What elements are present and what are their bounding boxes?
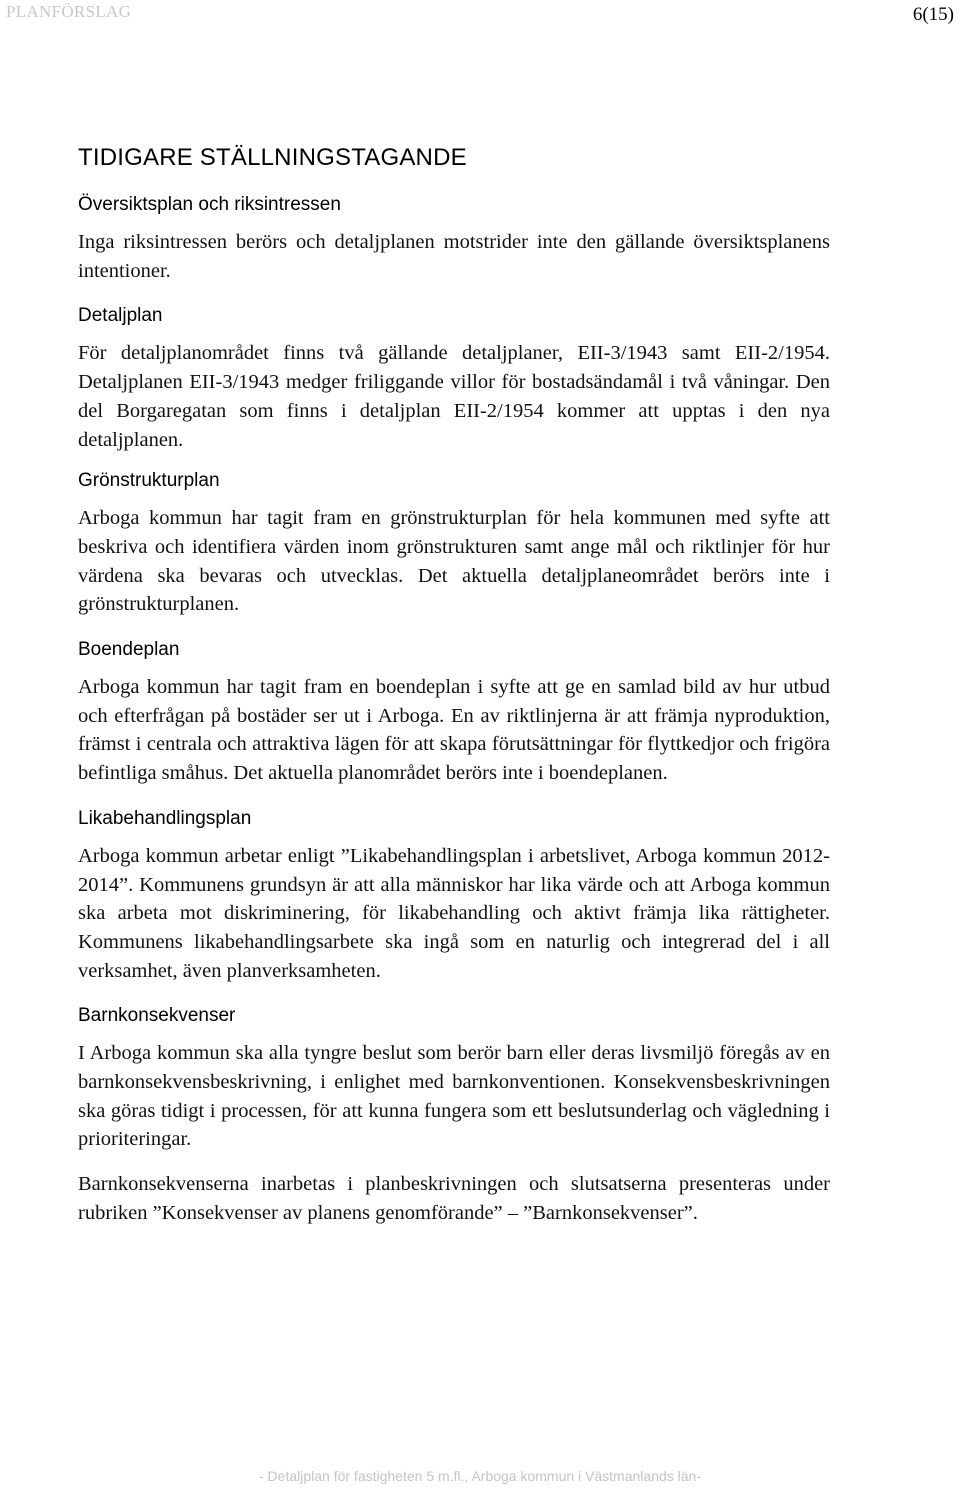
- section-oversiktsplan: [78, 194, 830, 285]
- section-detaljplan: [78, 305, 830, 454]
- page-title: TIDIGARE STÄLLNINGSTAGANDE: [78, 144, 467, 171]
- section-paragraph: Barnkonsekvenserna inarbetas i planbeskrivningen och slutsatserna presenteras under rubriken ”Konsekvenser av planens genomförande” – ”Barnkonsekvenser”.: [78, 1173, 830, 1224]
- section-barnkonsekvenser: [78, 1005, 830, 1227]
- section-heading: Barnkonsekvenser: [78, 1005, 236, 1027]
- section-paragraph: För detaljplanområdet finns två gällande detaljplaner, EII-3/1943 samt EII-2/1954. Detaljplanen EII-3/1943 medger friliggande villor för bostadsändamål i två våningar. Den del Borgaregatan som finns i detaljplan EII-2/1954 kommer att upptas i den nya detaljplanen.: [78, 342, 830, 451]
- section-paragraph: Arboga kommun har tagit fram en boendeplan i syfte att ge en samlad bild av hur utbud och efterfrågan på bostäder ser ut i Arboga. En av riktlinjerna är att främja nyproduktion, främst i centrala och attraktiva lägen för att skapa förutsättningar för flyttkedjor och frigöra befintliga småhus. Det aktuella planområdet berörs inte i boendeplanen.: [78, 676, 830, 785]
- main-content: [78, 144, 830, 1248]
- section-heading: Grönstrukturplan: [78, 470, 220, 492]
- section-likabehandlingsplan: [78, 808, 830, 986]
- section-heading: Boendeplan: [78, 639, 180, 661]
- section-heading: Översiktsplan och riksintressen: [78, 194, 341, 215]
- section-paragraph: Inga riksintressen berörs och detaljplanen motstrider inte den gällande översiktsplanens intentioner.: [78, 231, 830, 282]
- section-paragraph: Arboga kommun har tagit fram en grönstrukturplan för hela kommunen med syfte att beskriva och identifiera värden inom grönstrukturen samt ange mål och riktlinjer för hur värdena ska bevaras och utvecklas. Det aktuella detaljplaneområdet berörs inte i grönstrukturplanen.: [78, 507, 830, 616]
- section-paragraph: I Arboga kommun ska alla tyngre beslut som berör barn eller deras livsmiljö föregås av en barnkonsekvensbeskrivning, i enlighet med barnkonventionen. Konsekvensbeskrivningen ska göras tidigt i processen, för att kunna fungera som ett beslutsunderlag och vägledning i prioriteringar.: [78, 1042, 830, 1151]
- section-gronstrukturplan: [78, 470, 830, 619]
- section-boendeplan: [78, 639, 830, 788]
- section-paragraph: Arboga kommun arbetar enligt ”Likabehandlingsplan i arbetslivet, Arboga kommun 2012-2014”. Kommunens grundsyn är att alla människor har lika värde och att Arboga kommun ska arbeta mot diskriminering, för likabehandling och aktivt främja lika rättigheter. Kommunens likabehandlingsarbete ska ingå som en naturlig och integrerad del i all verksamhet, även planverksamheten.: [78, 844, 830, 982]
- page-number: 6(15): [912, 4, 954, 25]
- page-footer: - Detaljplan för fastigheten 5 m.fl., Arboga kommun i Västmanlands län-: [259, 1468, 701, 1484]
- draft-watermark: PLANFÖRSLAG: [6, 2, 132, 21]
- section-heading: Likabehandlingsplan: [78, 807, 252, 829]
- section-heading: Detaljplan: [78, 305, 163, 327]
